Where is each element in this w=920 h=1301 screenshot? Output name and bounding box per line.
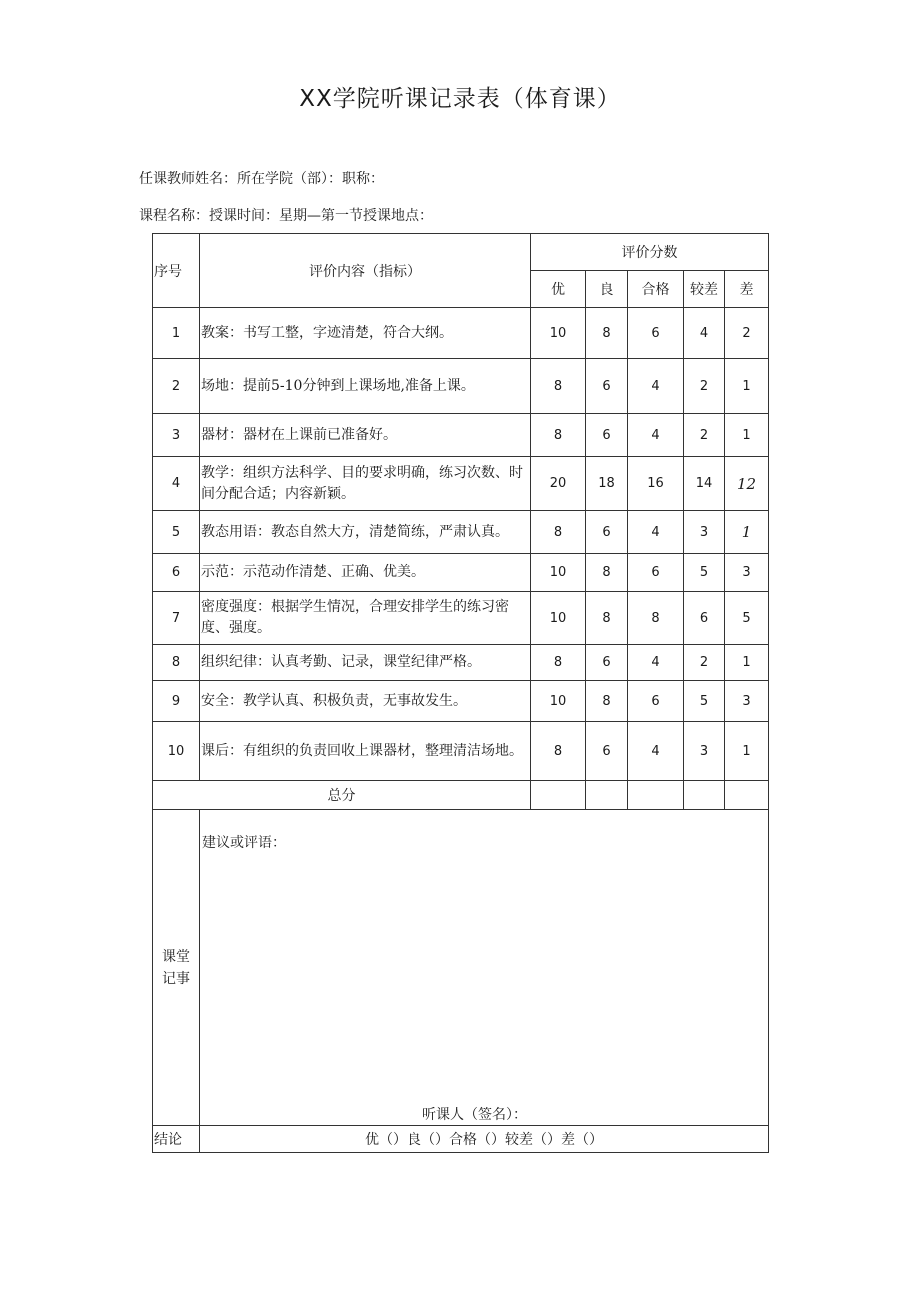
row-content: 密度强度：根据学生情况，合理安排学生的练习密度、强度。	[200, 592, 531, 645]
row-seq: 6	[153, 554, 200, 592]
score-cell: 1	[725, 645, 769, 681]
table-row	[153, 457, 769, 511]
score-cell: 8	[531, 722, 586, 781]
score-cell: 6	[586, 645, 628, 681]
score-cell: 12	[725, 457, 769, 511]
row-seq: 9	[153, 681, 200, 722]
row-seq: 7	[153, 592, 200, 645]
score-cell: 14	[684, 457, 725, 511]
remarks-label: 建议或评语：	[202, 835, 286, 851]
row-content: 组织纪律：认真考勤、记录，课堂纪律严格。	[200, 645, 531, 681]
conclusion-label: 结论	[153, 1126, 200, 1153]
score-cell: 2	[684, 359, 725, 414]
row-content: 教学：组织方法科学、目的要求明确，练习次数、时间分配合适；内容新颖。	[200, 457, 531, 511]
course-info-line: 课程名称：授课时间：星期—第一节授课地点：	[139, 208, 433, 224]
score-cell: 5	[684, 681, 725, 722]
record-row	[153, 810, 769, 1126]
signer-label: 听课人（签名）：	[422, 1107, 527, 1123]
table-row	[153, 592, 769, 645]
evaluation-table	[152, 233, 769, 1153]
score-cell: 4	[684, 308, 725, 359]
row-content: 教案：书写工整，字迹清楚，符合大纲。	[200, 308, 531, 359]
record-label-line1: 课堂	[162, 948, 190, 965]
score-cell: 3	[725, 554, 769, 592]
score-cell: 4	[628, 511, 684, 554]
score-cell: 1	[725, 511, 769, 554]
total-score-cell[interactable]	[725, 781, 769, 810]
score-cell: 1	[725, 359, 769, 414]
header-content: 评价内容（指标）	[200, 234, 531, 308]
score-cell: 6	[586, 359, 628, 414]
score-cell: 2	[684, 645, 725, 681]
score-cell: 8	[531, 511, 586, 554]
score-cell: 10	[531, 592, 586, 645]
table-row	[153, 554, 769, 592]
row-content: 教态用语：教态自然大方，清楚简练，严肃认真。	[200, 511, 531, 554]
score-cell: 10	[531, 681, 586, 722]
score-cell: 4	[628, 359, 684, 414]
score-cell: 4	[628, 645, 684, 681]
row-seq: 10	[153, 722, 200, 781]
remarks-area[interactable]	[200, 810, 769, 1126]
score-cell: 8	[531, 414, 586, 457]
total-score-cell[interactable]	[628, 781, 684, 810]
header-score-group: 评价分数	[531, 234, 769, 271]
table-row	[153, 414, 769, 457]
score-cell: 8	[586, 681, 628, 722]
score-cell: 6	[628, 554, 684, 592]
row-seq: 1	[153, 308, 200, 359]
score-cell: 6	[628, 681, 684, 722]
score-cell: 3	[684, 722, 725, 781]
score-cell: 1	[725, 722, 769, 781]
score-cell: 3	[725, 681, 769, 722]
row-content: 器材：器材在上课前已准备好。	[200, 414, 531, 457]
row-seq: 4	[153, 457, 200, 511]
total-row	[153, 781, 769, 810]
table-row	[153, 308, 769, 359]
total-score-cell[interactable]	[586, 781, 628, 810]
conclusion-row	[153, 1126, 769, 1153]
score-cell: 10	[531, 308, 586, 359]
score-cell: 4	[628, 414, 684, 457]
header-level-poor: 差	[725, 271, 769, 308]
page-title: XX学院听课记录表（体育课）	[299, 86, 621, 112]
score-cell: 20	[531, 457, 586, 511]
row-content: 课后：有组织的负责回收上课器材，整理清洁场地。	[200, 722, 531, 781]
score-cell: 6	[586, 511, 628, 554]
row-content: 场地：提前5-10分钟到上课场地,准备上课。	[200, 359, 531, 414]
row-content: 示范：示范动作清楚、正确、优美。	[200, 554, 531, 592]
score-cell: 6	[586, 414, 628, 457]
table-row	[153, 681, 769, 722]
header-seq: 序号	[153, 234, 200, 308]
total-score-cell[interactable]	[684, 781, 725, 810]
score-cell: 1	[725, 414, 769, 457]
score-cell: 5	[725, 592, 769, 645]
total-score-cell[interactable]	[531, 781, 586, 810]
score-cell: 2	[684, 414, 725, 457]
record-label	[153, 810, 200, 1126]
score-cell: 6	[586, 722, 628, 781]
score-cell: 4	[628, 722, 684, 781]
table-row	[153, 511, 769, 554]
score-cell: 5	[684, 554, 725, 592]
score-cell: 10	[531, 554, 586, 592]
score-cell: 2	[725, 308, 769, 359]
header-level-pass: 合格	[628, 271, 684, 308]
score-cell: 8	[628, 592, 684, 645]
row-content: 安全：教学认真、积极负责，无事故发生。	[200, 681, 531, 722]
row-seq: 3	[153, 414, 200, 457]
table-row	[153, 359, 769, 414]
score-cell: 8	[586, 592, 628, 645]
score-cell: 8	[586, 554, 628, 592]
header-level-excellent: 优	[531, 271, 586, 308]
row-seq: 5	[153, 511, 200, 554]
header-level-fair: 较差	[684, 271, 725, 308]
record-label-line2: 记事	[162, 970, 190, 987]
score-cell: 18	[586, 457, 628, 511]
score-cell: 8	[531, 359, 586, 414]
score-cell: 8	[586, 308, 628, 359]
row-seq: 2	[153, 359, 200, 414]
header-level-good: 良	[586, 271, 628, 308]
teacher-info-line: 任课教师姓名：所在学院（部）：职称：	[139, 171, 384, 187]
score-cell: 3	[684, 511, 725, 554]
table-row	[153, 645, 769, 681]
score-cell: 8	[531, 645, 586, 681]
table-row	[153, 722, 769, 781]
conclusion-options[interactable]: 优（）良（）合格（）较差（）差（）	[200, 1126, 769, 1153]
score-cell: 6	[684, 592, 725, 645]
score-cell: 16	[628, 457, 684, 511]
score-cell: 6	[628, 308, 684, 359]
row-seq: 8	[153, 645, 200, 681]
total-label: 总分	[153, 781, 531, 810]
